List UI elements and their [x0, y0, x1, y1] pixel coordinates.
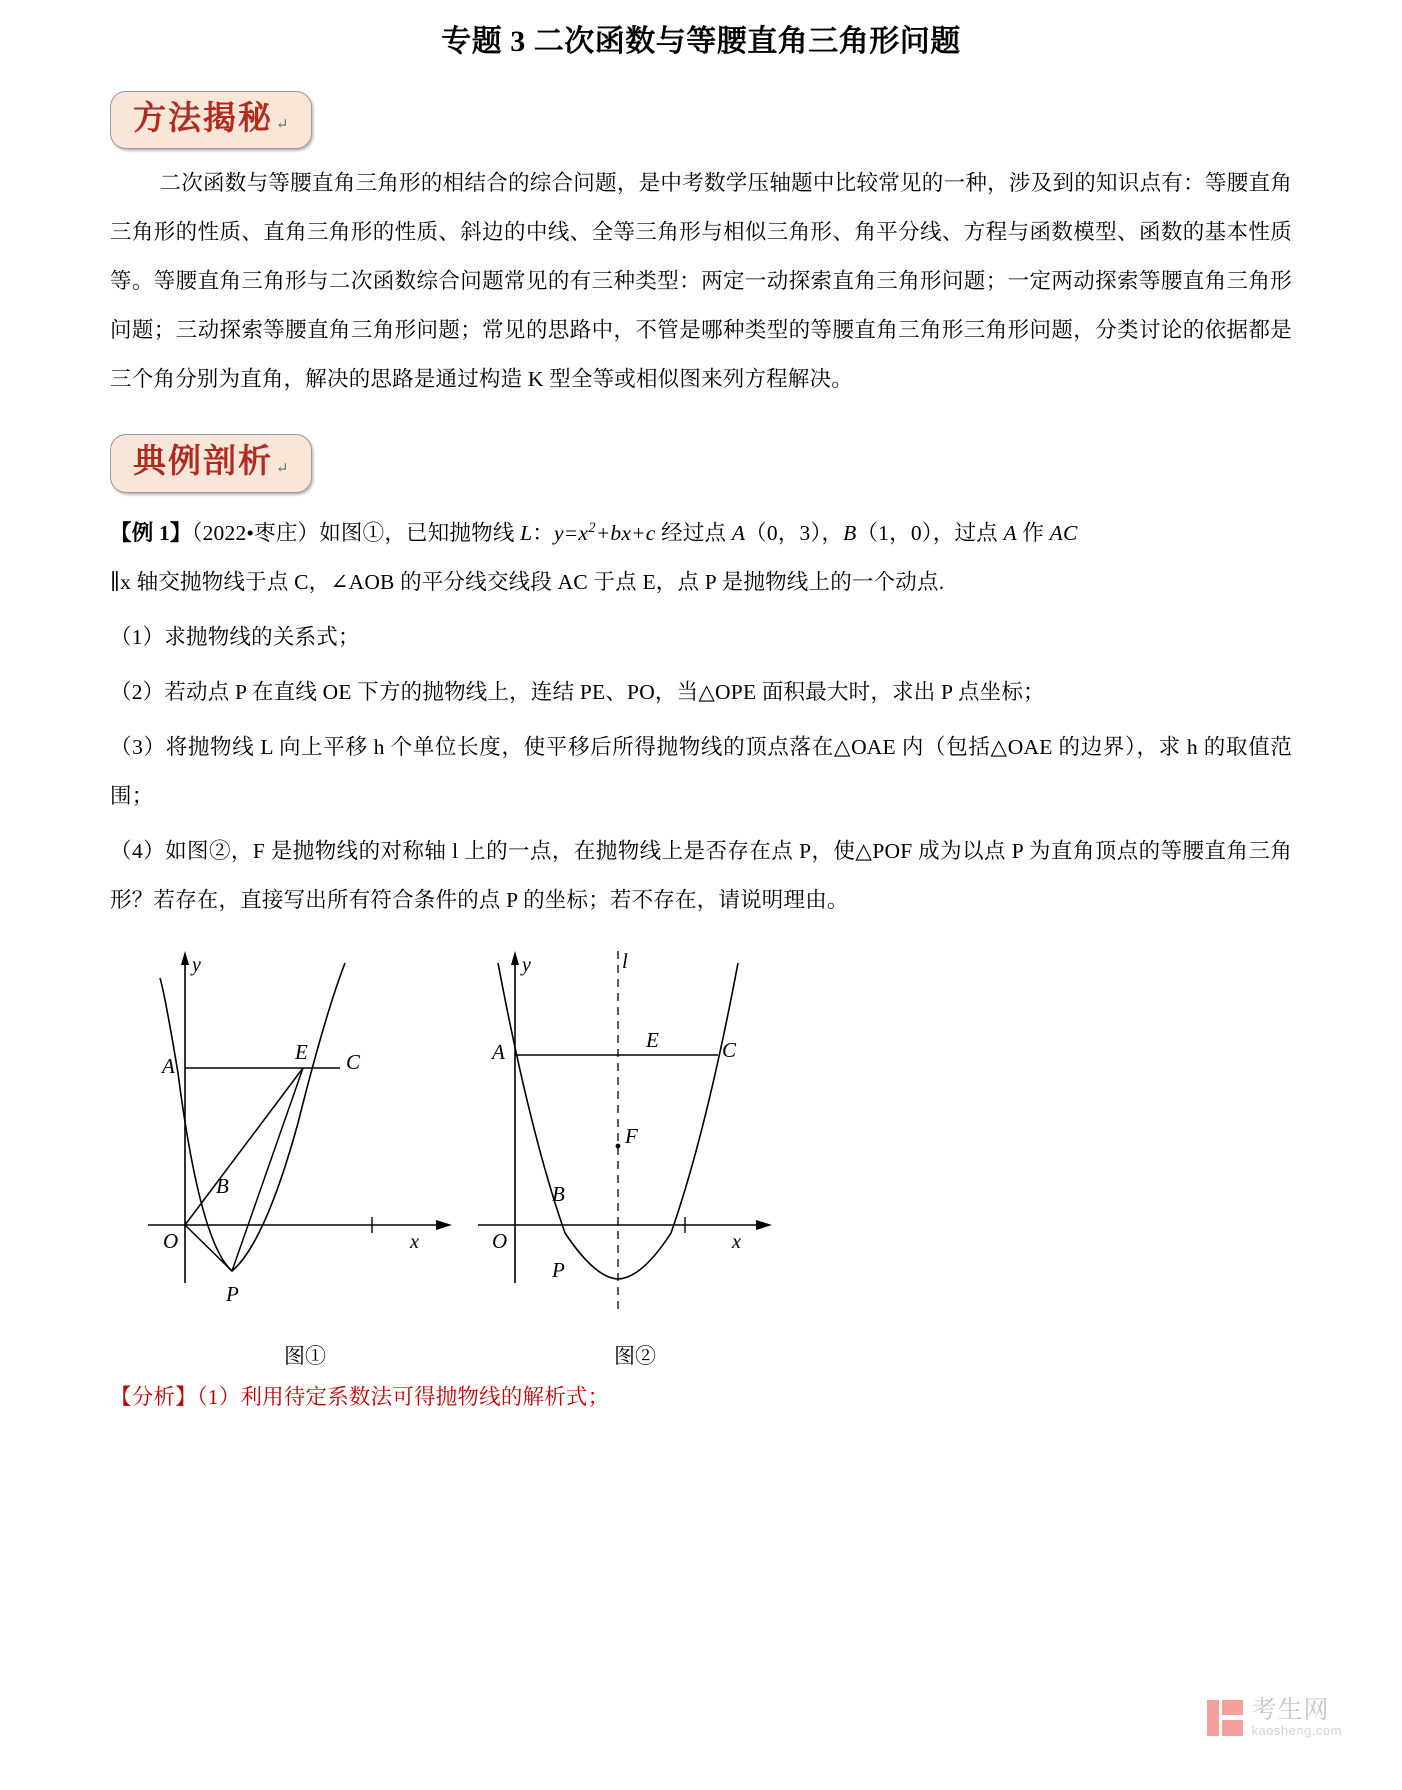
label-P: P	[226, 1281, 239, 1306]
analysis-tag: 【分析】	[110, 1384, 197, 1409]
x-axis-arrow	[756, 1220, 772, 1230]
point-b: B	[843, 520, 857, 545]
label-O: O	[163, 1228, 179, 1253]
equation-y: y=x	[553, 520, 589, 545]
equation-exponent: 2	[588, 519, 596, 536]
label-x-axis: x	[732, 1230, 741, 1253]
example-stem	[110, 509, 1292, 558]
label-C: C	[346, 1049, 361, 1074]
label-E: E	[646, 1027, 659, 1052]
figure-1-canvas	[140, 943, 470, 1333]
example-question-2: （2）若动点 P 在直线 OE 下方的抛物线上，连结 PE、PO，当△OPE 面积最大时，求出 P 点坐标；	[110, 679, 1045, 704]
segment-ac: AC	[1049, 520, 1078, 545]
watermark	[1207, 1698, 1342, 1738]
label-l: l	[622, 948, 628, 973]
watermark-cn: 考生网	[1251, 1697, 1330, 1725]
label-x-axis: x	[410, 1230, 419, 1253]
pilcrow-icon: ↵	[276, 117, 289, 134]
figure-group	[110, 943, 1292, 1368]
point-a-second: A	[1003, 520, 1017, 545]
page-title: 专题 3 二次函数与等腰直角三角形问题	[441, 25, 961, 58]
analysis-line	[110, 1377, 1292, 1417]
badge-examples	[110, 434, 312, 492]
y-axis-arrow	[181, 951, 189, 965]
analysis-text: （1）利用待定系数法可得抛物线的解析式；	[196, 1384, 610, 1409]
point-b-coords: （1，0）	[856, 520, 933, 545]
stem-part2: 经过点	[655, 520, 732, 545]
label-B: B	[216, 1173, 229, 1198]
point-a-coords: （0，3）	[745, 520, 822, 545]
method-paragraph: 二次函数与等腰直角三角形的相结合的综合问题，是中考数学压轴题中比较常见的一种，涉及到的知识点有：等腰直角三角形的性质、直角三角形的性质、斜边的中线、全等三角形与相似三角形、角平分线、方程与函数模型、函数的基本性质等。等腰直角三角形与二次函数综合问题常见的有三种类型：两定一动探索直角三角形问题；一定两动探索等腰直角三角形问题；三动探索等腰直角三角形问题；常见的思路中，不管是哪种类型的等腰直角三角形三角形问题，分类讨论的依据都是三个角分别为直角，解决的思路是通过构造 K 型全等或相似图来列方程解决。	[110, 171, 1292, 392]
label-y-axis: y	[192, 953, 201, 976]
figure-2-canvas	[470, 943, 800, 1333]
section-header-method	[110, 91, 1292, 149]
label-y-axis: y	[522, 953, 531, 976]
segment-op	[185, 1225, 232, 1271]
figure-1	[140, 943, 470, 1370]
kaosheng-logo-icon	[1207, 1700, 1243, 1736]
label-O: O	[492, 1228, 508, 1253]
parabola-label: L	[520, 520, 533, 545]
segment-pe	[232, 1068, 303, 1271]
stem-colon: ：	[532, 520, 554, 545]
badge-method-label: 方法揭秘	[133, 101, 273, 137]
point-F-dot	[616, 1143, 621, 1148]
x-axis-arrow	[436, 1220, 452, 1230]
stem-comma2: ，过点	[932, 520, 1004, 545]
example-stem-part1: 如图①，已知抛物线	[319, 520, 521, 545]
pilcrow-icon: ↵	[276, 460, 289, 477]
example-tag: 【例 1】	[110, 520, 192, 545]
label-F: F	[625, 1123, 638, 1148]
figure-2-caption: 图②	[614, 1343, 656, 1368]
badge-examples-label: 典例剖析	[133, 444, 273, 481]
watermark-en: kaosheng.com	[1251, 1723, 1342, 1739]
label-C: C	[722, 1037, 737, 1062]
segment-oe	[185, 1068, 303, 1225]
example-question-1: （1）求抛物线的关系式；	[110, 624, 360, 649]
stem-comma1: ，	[821, 520, 844, 545]
y-axis-arrow	[511, 951, 519, 965]
figure-1-caption: 图①	[284, 1343, 326, 1368]
label-P: P	[552, 1257, 565, 1282]
point-a: A	[731, 520, 746, 545]
example-source: （2022•枣庄）	[191, 520, 320, 545]
figure-2	[470, 943, 800, 1370]
label-A: A	[492, 1039, 505, 1064]
example-question-4: （4）如图②，F 是抛物线的对称轴 l 上的一点，在抛物线上是否存在点 P，使△POF 成为以点 P 为直角顶点的等腰直角三角形？若存在，直接写出所有符合条件的点 P 的坐标；若不存在，请说明理由。	[110, 838, 1292, 912]
badge-method	[110, 91, 312, 149]
watermark-texts	[1251, 1698, 1342, 1738]
label-B: B	[552, 1181, 565, 1206]
example-problem	[110, 509, 1292, 925]
label-E: E	[295, 1039, 308, 1064]
label-A: A	[162, 1053, 175, 1078]
equation-rest: +bx+c	[595, 520, 656, 545]
section-header-examples	[110, 434, 1292, 492]
example-stem-line2: ∥x 轴交抛物线于点 C，∠AOB 的平分线交线段 AC 于点 E，点 P 是抛物线上的一个动点.	[110, 569, 945, 594]
stem-part3: 作	[1016, 520, 1050, 545]
example-question-3: （3）将抛物线 L 向上平移 h 个单位长度，使平移后所得抛物线的顶点落在△OAE 内（包括△OAE 的边界），求 h 的取值范围；	[110, 734, 1292, 808]
